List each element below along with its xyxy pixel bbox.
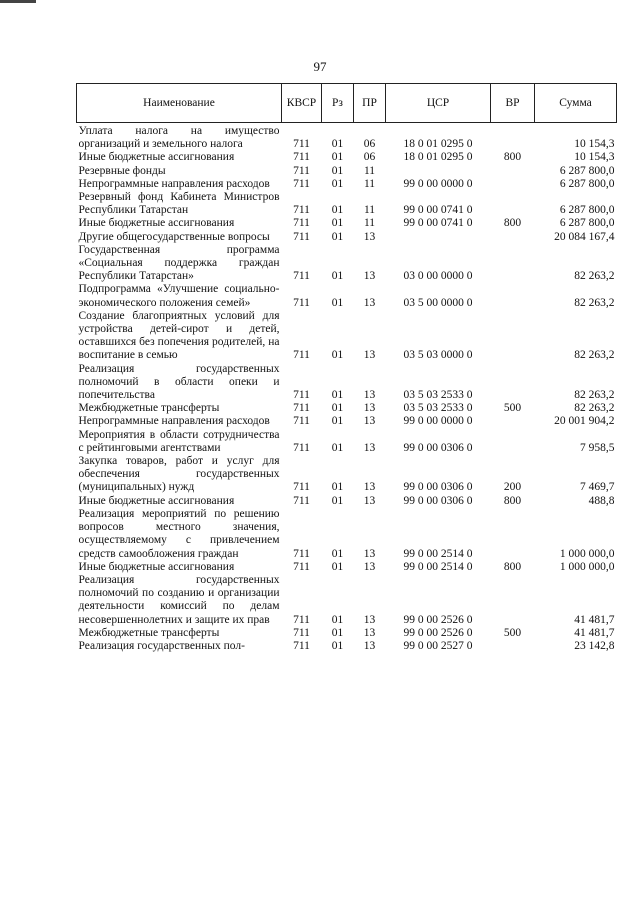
cell-kvsr: 711: [293, 217, 310, 230]
cell-pr: 06: [363, 151, 376, 164]
table-row: [77, 310, 617, 363]
cell-name: Реализация государственных пол-: [78, 639, 245, 652]
cell-csr: 99 0 00 2527 0: [403, 639, 473, 652]
cell-name: Закупка товаров, работ и услуг для обеспечения государственных (муниципальных) нужд: [78, 455, 280, 494]
cell-rz: 01: [331, 481, 344, 494]
cell-sum: 41 481,7: [574, 613, 615, 626]
cell-kvsr: 711: [293, 613, 310, 626]
cell-csr: 03 5 03 2533 0: [403, 402, 473, 415]
cell-csr: 99 0 00 0306 0: [403, 494, 473, 507]
cell-csr: 03 5 03 0000 0: [403, 349, 473, 362]
cell-rz: 01: [331, 547, 344, 560]
cell-sum: 23 142,8: [574, 639, 615, 652]
cell-pr: 13: [363, 270, 376, 283]
cell-name: Реализация государственных полномочий по созданию и организации деятельности комиссий по делам несовершеннолетних и защите их прав: [78, 573, 280, 626]
cell-csr: 99 0 00 2526 0: [403, 626, 473, 639]
cell-kvsr: 711: [293, 296, 310, 309]
cell-kvsr: 711: [293, 639, 310, 652]
table-body: [77, 123, 617, 654]
cell-pr: 13: [363, 402, 376, 415]
cell-sum: 82 263,2: [574, 270, 615, 283]
cell-kvsr: 711: [293, 389, 310, 402]
cell-vr: 800: [503, 494, 522, 507]
cell-sum: 10 154,3: [574, 151, 615, 164]
cell-sum: 20 001 904,2: [554, 415, 615, 428]
cell-sum: 82 263,2: [574, 296, 615, 309]
cell-pr: 13: [363, 389, 376, 402]
table-row: [77, 574, 617, 627]
cell-rz: 01: [331, 296, 344, 309]
cell-rz: 01: [331, 402, 344, 415]
cell-vr: [491, 415, 535, 428]
cell-sum: 6 287 800,0: [559, 164, 615, 177]
cell-sum: 6 287 800,0: [559, 217, 615, 230]
cell-csr: 18 0 01 0295 0: [403, 138, 473, 151]
cell-vr: [491, 429, 535, 455]
cell-vr: 500: [503, 402, 522, 415]
cell-pr: 13: [363, 494, 376, 507]
table-row: [77, 363, 617, 403]
cell-csr: 99 0 00 2526 0: [403, 613, 473, 626]
cell-pr: 13: [363, 481, 376, 494]
cell-rz: 01: [331, 349, 344, 362]
page-number: 97: [313, 59, 327, 74]
table-row: [77, 495, 617, 508]
cell-csr: [386, 231, 491, 244]
cell-vr: 500: [503, 626, 522, 639]
cell-kvsr: 711: [293, 560, 310, 573]
cell-vr: 800: [503, 560, 522, 573]
cell-rz: 01: [331, 415, 344, 428]
cell-csr: 03 5 00 0000 0: [403, 296, 473, 309]
cell-pr: 13: [363, 349, 376, 362]
cell-rz: 01: [331, 494, 344, 507]
header-csr: ЦСР: [386, 84, 491, 123]
cell-vr: [491, 640, 535, 653]
cell-name: Иные бюджетные ассигнования: [78, 494, 235, 507]
cell-kvsr: 711: [293, 626, 310, 639]
cell-kvsr: 711: [293, 441, 310, 454]
cell-name: Непрограммные направления расходов: [78, 177, 270, 190]
cell-pr: 13: [363, 560, 376, 573]
cell-vr: [491, 508, 535, 561]
cell-name: Непрограммные направления расходов: [78, 415, 270, 428]
cell-name: Реализация государственных полномочий в области опеки и попечительства: [78, 362, 280, 402]
cell-vr: 800: [503, 217, 522, 230]
cell-sum: 82 263,2: [574, 349, 615, 362]
cell-name: Создание благоприятных условий для устройства детей-сирот и детей, оставшихся без попечения родителей, на воспитание в семью: [78, 309, 280, 362]
table-row: [77, 627, 617, 640]
table-row: [77, 283, 617, 309]
cell-kvsr: 711: [293, 481, 310, 494]
cell-kvsr: 711: [293, 164, 310, 177]
cell-name: Резервный фонд Кабинета Министров Республики Татарстан: [78, 191, 280, 217]
cell-pr: 13: [363, 626, 376, 639]
cell-sum: 488,8: [588, 494, 615, 507]
cell-rz: 01: [331, 389, 344, 402]
cell-name: Другие общегосударственные вопросы: [78, 230, 270, 243]
cell-pr: 11: [363, 164, 376, 177]
cell-csr: [386, 165, 491, 178]
cell-vr: [491, 244, 535, 284]
cell-vr: [491, 231, 535, 244]
table-row: [77, 561, 617, 574]
table-row: [77, 455, 617, 495]
cell-name: Резервные фонды: [78, 164, 166, 177]
cell-name: Реализация мероприятий по решению вопросов местного значения, осуществляемому с привлечением средств самообложения граждан: [78, 507, 280, 560]
table-row: [77, 123, 617, 152]
cell-csr: 99 0 00 0741 0: [403, 217, 473, 230]
table-row: [77, 151, 617, 164]
cell-csr: 99 0 00 2514 0: [403, 547, 473, 560]
cell-pr: 13: [363, 296, 376, 309]
cell-csr: 18 0 01 0295 0: [403, 151, 473, 164]
cell-sum: 7 469,7: [580, 481, 615, 494]
cell-rz: 01: [331, 560, 344, 573]
table-row: [77, 165, 617, 178]
cell-rz: 01: [331, 270, 344, 283]
header-sum: Сумма: [535, 84, 617, 123]
header-rz: Рз: [322, 84, 354, 123]
cell-pr: 13: [363, 441, 376, 454]
cell-csr: 03 5 03 2533 0: [403, 389, 473, 402]
cell-kvsr: 711: [293, 415, 310, 428]
cell-pr: 06: [363, 138, 376, 151]
cell-rz: 01: [331, 138, 344, 151]
cell-kvsr: 711: [293, 204, 310, 217]
cell-rz: 01: [331, 230, 344, 243]
cell-pr: 11: [363, 204, 376, 217]
cell-sum: 1 000 000,0: [559, 560, 615, 573]
table-row: [77, 191, 617, 217]
cell-csr: 99 0 00 0000 0: [403, 177, 473, 190]
cell-rz: 01: [331, 626, 344, 639]
cell-vr: 800: [503, 151, 522, 164]
cell-csr: 03 0 00 0000 0: [403, 270, 473, 283]
cell-sum: 1 000 000,0: [559, 547, 615, 560]
cell-vr: [491, 363, 535, 403]
cell-vr: [491, 310, 535, 363]
cell-pr: 11: [363, 177, 376, 190]
cell-kvsr: 711: [293, 270, 310, 283]
scan-artifact-mark: [0, 0, 36, 3]
cell-kvsr: 711: [293, 151, 310, 164]
cell-vr: 200: [503, 481, 522, 494]
cell-kvsr: 711: [293, 402, 310, 415]
table-row: [77, 244, 617, 284]
table-row: [77, 640, 617, 653]
header-pr: ПР: [354, 84, 386, 123]
table-row: [77, 178, 617, 191]
header-name: Наименование: [77, 84, 282, 123]
cell-rz: 01: [331, 177, 344, 190]
cell-csr: 99 0 00 0306 0: [403, 481, 473, 494]
cell-name: Иные бюджетные ассигнования: [78, 560, 235, 573]
cell-name: Государственная программа «Социальная поддержка граждан Республики Татарстан»: [78, 243, 280, 283]
cell-sum: 41 481,7: [574, 626, 615, 639]
cell-kvsr: 711: [293, 138, 310, 151]
cell-rz: 01: [331, 217, 344, 230]
cell-pr: 13: [363, 613, 376, 626]
cell-vr: [491, 165, 535, 178]
cell-csr: 99 0 00 0741 0: [403, 204, 473, 217]
table-row: [77, 217, 617, 230]
table-header-row: [77, 84, 617, 123]
cell-csr: 99 0 00 0306 0: [403, 441, 473, 454]
cell-kvsr: 711: [293, 494, 310, 507]
cell-kvsr: 711: [293, 547, 310, 560]
cell-pr: 13: [363, 415, 376, 428]
header-vr: ВР: [491, 84, 535, 123]
cell-name: Межбюджетные трансферты: [78, 626, 220, 639]
cell-pr: 13: [363, 230, 376, 243]
table-row: [77, 402, 617, 415]
table-row: [77, 429, 617, 455]
header-kvsr: КВСР: [282, 84, 322, 123]
cell-vr: [491, 178, 535, 191]
cell-sum: 82 263,2: [574, 389, 615, 402]
cell-csr: 99 0 00 2514 0: [403, 560, 473, 573]
cell-name: Подпрограмма «Улучшение социально-экономического положения семей»: [78, 283, 280, 309]
cell-name: Мероприятия в области сотрудничества с рейтинговыми агентствами: [78, 428, 280, 454]
cell-sum: 6 287 800,0: [559, 177, 615, 190]
cell-vr: [491, 283, 535, 309]
cell-csr: 99 0 00 0000 0: [403, 415, 473, 428]
cell-vr: [491, 574, 535, 627]
cell-kvsr: 711: [293, 349, 310, 362]
table-row: [77, 415, 617, 428]
cell-kvsr: 711: [293, 177, 310, 190]
cell-sum: 6 287 800,0: [559, 204, 615, 217]
cell-pr: 13: [363, 639, 376, 652]
cell-vr: [491, 191, 535, 217]
budget-table: [76, 83, 617, 653]
cell-rz: 01: [331, 441, 344, 454]
cell-name: Межбюджетные трансферты: [78, 402, 220, 415]
cell-sum: 20 084 167,4: [554, 230, 615, 243]
cell-kvsr: 711: [293, 230, 310, 243]
cell-sum: 7 958,5: [580, 441, 615, 454]
cell-name: Иные бюджетные ассигнования: [78, 217, 235, 230]
table-row: [77, 508, 617, 561]
cell-rz: 01: [331, 164, 344, 177]
cell-pr: 13: [363, 547, 376, 560]
cell-pr: 11: [363, 217, 376, 230]
cell-rz: 01: [331, 151, 344, 164]
cell-name: Иные бюджетные ассигнования: [78, 151, 235, 164]
cell-name: Уплата налога на имущество организаций и земельного налога: [78, 125, 280, 151]
cell-sum: 82 263,2: [574, 402, 615, 415]
cell-rz: 01: [331, 639, 344, 652]
table-row: [77, 231, 617, 244]
cell-vr: [491, 123, 535, 152]
cell-rz: 01: [331, 204, 344, 217]
cell-sum: 10 154,3: [574, 138, 615, 151]
cell-rz: 01: [331, 613, 344, 626]
